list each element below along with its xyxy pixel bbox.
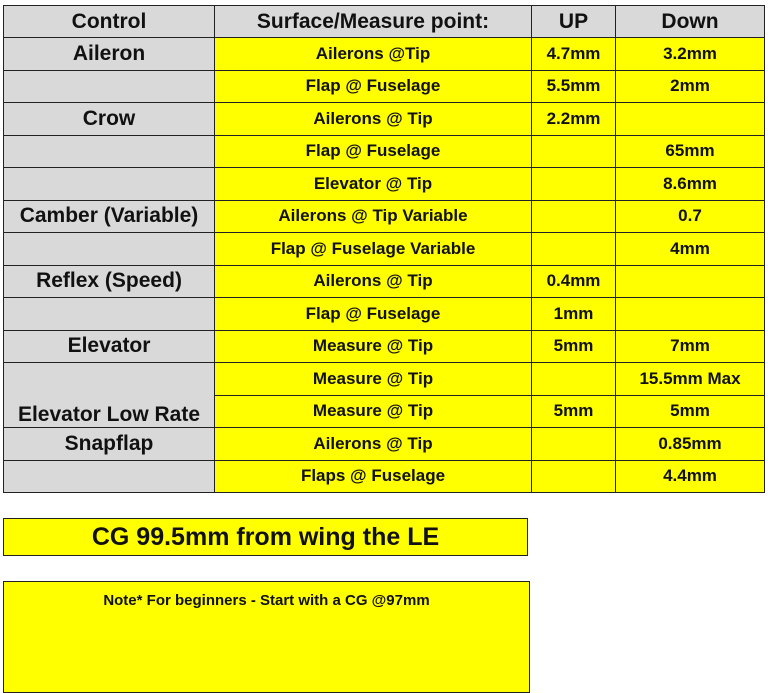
control-cell — [4, 298, 215, 331]
down-cell: 4.4mm — [616, 460, 765, 493]
control-cell — [4, 70, 215, 103]
table-row — [4, 363, 765, 396]
header-control: Control — [4, 6, 215, 38]
surface-cell: Measure @ Tip — [215, 363, 532, 396]
up-cell: 1mm — [532, 298, 616, 331]
surface-cell: Flaps @ Fuselage — [215, 460, 532, 493]
up-cell — [532, 135, 616, 168]
table-row — [4, 233, 765, 266]
control-cell: Crow — [4, 103, 215, 136]
control-cell: Aileron — [4, 38, 215, 71]
header-surface: Surface/Measure point: — [215, 6, 532, 38]
surface-cell: Ailerons @ Tip Variable — [215, 200, 532, 233]
table-row — [4, 330, 765, 363]
table-row — [4, 200, 765, 233]
up-cell: 5.5mm — [532, 70, 616, 103]
down-cell: 2mm — [616, 70, 765, 103]
surface-cell: Elevator @ Tip — [215, 168, 532, 201]
up-cell — [532, 428, 616, 461]
up-cell — [532, 363, 616, 396]
control-cell: Reflex (Speed) — [4, 265, 215, 298]
up-cell: 0.4mm — [532, 265, 616, 298]
surface-cell: Measure @ Tip — [215, 330, 532, 363]
table-row — [4, 460, 765, 493]
header-up: UP — [532, 6, 616, 38]
down-cell: 0.7 — [616, 200, 765, 233]
up-cell: 5mm — [532, 395, 616, 428]
control-cell — [4, 168, 215, 201]
up-cell: 4.7mm — [532, 38, 616, 71]
down-cell — [616, 298, 765, 331]
table-row — [4, 135, 765, 168]
down-cell: 3.2mm — [616, 38, 765, 71]
surface-cell: Ailerons @ Tip — [215, 265, 532, 298]
table-row — [4, 38, 765, 71]
up-cell: 5mm — [532, 330, 616, 363]
surface-cell: Flap @ Fuselage Variable — [215, 233, 532, 266]
up-cell — [532, 168, 616, 201]
down-cell: 4mm — [616, 233, 765, 266]
down-cell: 7mm — [616, 330, 765, 363]
cg-box — [3, 518, 528, 556]
up-cell — [532, 200, 616, 233]
down-cell — [616, 265, 765, 298]
surface-cell: Ailerons @Tip — [215, 38, 532, 71]
down-cell: 0.85mm — [616, 428, 765, 461]
note-text: Note* For beginners - Start with a CG @97mm — [103, 592, 430, 609]
table-row — [4, 70, 765, 103]
table-header-row — [4, 6, 765, 38]
surface-cell: Measure @ Tip — [215, 395, 532, 428]
control-cell — [4, 135, 215, 168]
table-row — [4, 265, 765, 298]
up-cell: 2.2mm — [532, 103, 616, 136]
note-box — [3, 581, 530, 693]
surface-cell: Flap @ Fuselage — [215, 298, 532, 331]
table-row — [4, 428, 765, 461]
control-cell: Snapflap — [4, 428, 215, 461]
control-cell — [4, 233, 215, 266]
surface-cell: Flap @ Fuselage — [215, 135, 532, 168]
table-row — [4, 298, 765, 331]
table-row — [4, 103, 765, 136]
surface-cell: Ailerons @ Tip — [215, 103, 532, 136]
cg-text: CG 99.5mm from wing the LE — [91, 523, 440, 551]
down-cell: 15.5mm Max — [616, 363, 765, 396]
table-row — [4, 168, 765, 201]
down-cell — [616, 103, 765, 136]
surface-cell: Flap @ Fuselage — [215, 70, 532, 103]
control-cell: Camber (Variable) — [4, 200, 215, 233]
control-cell: Elevator Low Rate — [4, 363, 215, 428]
up-cell — [532, 460, 616, 493]
surface-cell: Ailerons @ Tip — [215, 428, 532, 461]
down-cell: 65mm — [616, 135, 765, 168]
up-cell — [532, 233, 616, 266]
control-cell — [4, 460, 215, 493]
down-cell: 5mm — [616, 395, 765, 428]
down-cell: 8.6mm — [616, 168, 765, 201]
control-cell: Elevator — [4, 330, 215, 363]
setup-table — [3, 5, 765, 493]
header-down: Down — [616, 6, 765, 38]
